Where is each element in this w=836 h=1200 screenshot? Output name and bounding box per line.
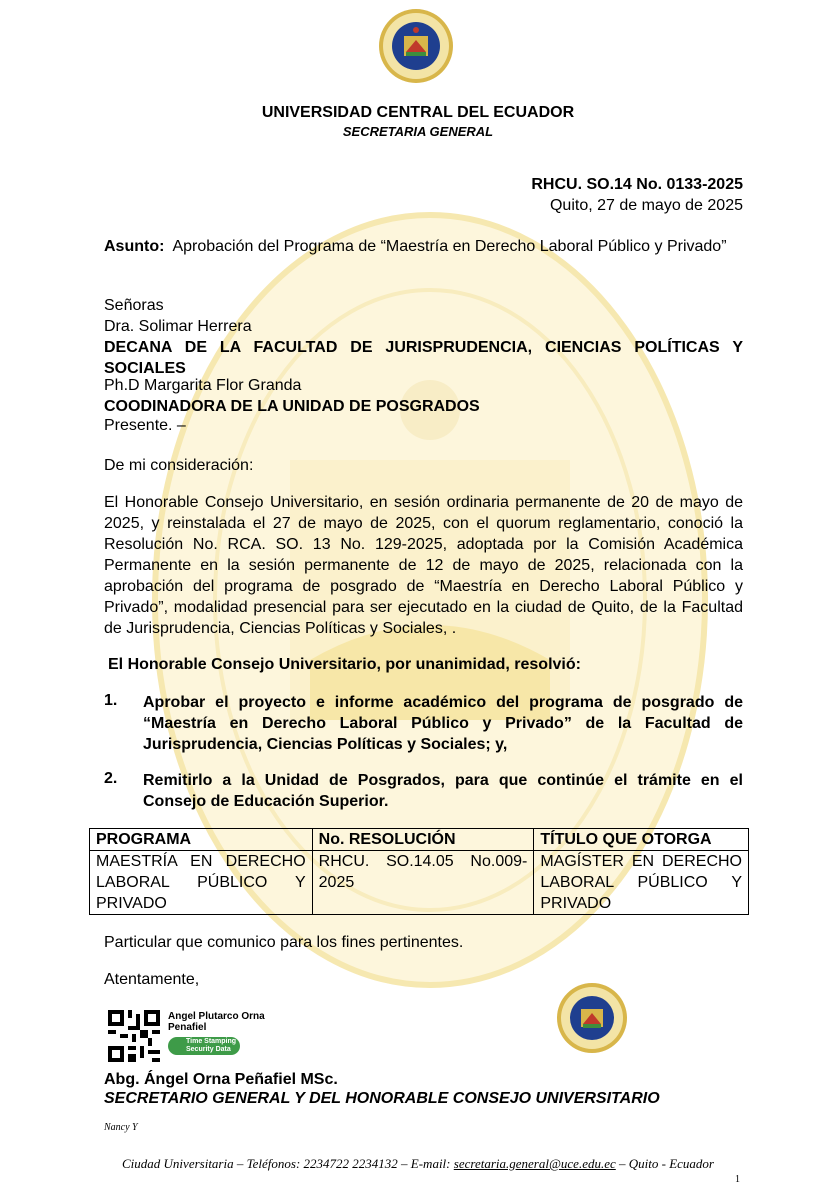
signatory-title: SECRETARIO GENERAL Y DEL HONORABLE CONSEJO UNIVERSITARIO — [104, 1090, 660, 1107]
timestamp-line-2: Security Data — [186, 1046, 231, 1053]
university-name: UNIVERSIDAD CENTRAL DEL ECUADOR — [261, 104, 575, 121]
recipient-name-2: Ph.D Margarita Flor Granda — [104, 377, 302, 394]
table-cell-resolution: RHCU. SO.14.05 No.009-2025 — [312, 851, 534, 915]
regards: Atentamente, — [104, 971, 200, 988]
footer-contact: Ciudad Universitaria – Teléfonos: 2234722 2234132 – E-mail: — [122, 1156, 451, 1171]
university-seal-stamp — [556, 982, 628, 1054]
recipient-name-1: Dra. Solimar Herrera — [104, 318, 252, 335]
page-number: 1 — [735, 1174, 740, 1185]
reference-date: Quito, 27 de mayo de 2025 — [549, 197, 743, 214]
presente: Presente. – — [104, 417, 186, 434]
table-header: PROGRAMA — [90, 829, 313, 851]
salutation: Señoras — [104, 297, 164, 314]
subject-label: Asunto: — [104, 238, 165, 255]
table-header: TÍTULO QUE OTORGA — [534, 829, 749, 851]
table-header: No. RESOLUCIÓN — [312, 829, 534, 851]
subject-text: Aprobación del Programa de “Maestría en Derecho Laboral Público y Privado” — [172, 238, 727, 255]
subject-line — [104, 236, 743, 257]
table-cell-title: MAGÍSTER EN DERECHO LABORAL PÚBLICO Y PRIVADO — [534, 851, 749, 915]
university-seal — [378, 8, 454, 84]
e-signature-signer: Angel Plutarco Orna Penafiel — [168, 1011, 265, 1033]
footer — [0, 1156, 836, 1172]
body-paragraph: El Honorable Consejo Universitario, en sesión ordinaria permanente de 20 de mayo de 2025, y reinstalada el 27 de mayo de 2025, con el quorum reglamentario, conoció la Resolución No. RCA. SO. 13 No. 129-2025, adoptada por la Comisión Académica Permanente en la sesión permanente de 12 de mayo de 2025, relacionada con la aprobación del programa de posgrado de “Maestría en Derecho Laboral Público y Privado”, modalidad presencial para ser ejecutado en la ciudad de Quito, de la Facultad de Jurisprudencia, Ciencias Políticas y Sociales, . — [104, 494, 743, 637]
timestamp-line-1: Time Stamping — [186, 1038, 237, 1045]
reference-number: RHCU. SO.14 No. 0133-2025 — [531, 176, 743, 193]
table-cell-program: MAESTRÍA EN DERECHO LABORAL PÚBLICO Y PRIVADO — [90, 851, 313, 915]
resolution-item: Remitirlo a la Unidad de Posgrados, para que continúe el trámite en el Consejo de Educación Superior. — [143, 772, 743, 810]
signatory-name: Abg. Ángel Orna Peñafiel MSc. — [104, 1071, 338, 1088]
resolution-number: 1. — [104, 692, 118, 709]
timestamp-badge-text — [186, 1038, 236, 1054]
footer-location: – Quito - Ecuador — [619, 1156, 714, 1171]
greeting: De mi consideración: — [104, 457, 254, 474]
resolution-intro: El Honorable Consejo Universitario, por unanimidad, resolvió: — [108, 656, 581, 673]
program-table — [89, 828, 749, 915]
recipient-title-1: DECANA DE LA FACULTAD DE JURISPRUDENCIA, CIENCIAS POLÍTICAS Y SOCIALES — [104, 339, 743, 377]
qr-code-icon — [108, 1010, 160, 1062]
typist-initials: Nancy Y — [104, 1122, 138, 1133]
table-row — [90, 851, 749, 915]
table-header-row — [90, 829, 749, 851]
closing-line: Particular que comunico para los fines pertinentes. — [104, 934, 464, 951]
office-name: SECRETARIA GENERAL — [342, 124, 494, 139]
recipient-title-2: COODINADORA DE LA UNIDAD DE POSGRADOS — [104, 398, 480, 415]
footer-email-link[interactable]: secretaria.general@uce.edu.ec — [453, 1156, 616, 1171]
resolution-item: Aprobar el proyecto e informe académico del programa de posgrado de “Maestría en Derecho Laboral Público y Privado” de la Facultad de Jurisprudencia, Ciencias Políticas y Sociales; y, — [143, 694, 743, 753]
resolution-number: 2. — [104, 770, 118, 787]
